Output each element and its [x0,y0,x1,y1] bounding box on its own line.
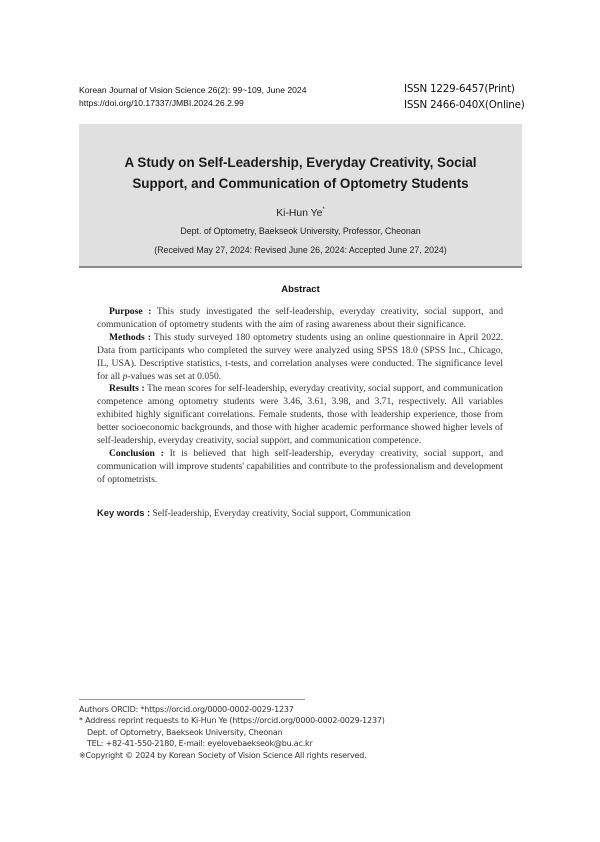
conclusion-text: It is believed that high self-leadership, everyday creativity, social support, and communication will improve students' capabilities and contribute to the professionalism and development of optometrists. [97,447,503,485]
title-line-2: Support, and Communication of Optometry Students [132,176,469,191]
footnote-reprint: * Address reprint requests to Ki-Hun Ye (https://orcid.org/0000-0002-0029-1237) [79,716,385,726]
keywords-label: Key words : [97,507,151,518]
author [79,207,522,219]
abstract-purpose [97,306,503,332]
paper-title [79,152,522,194]
abstract-results [97,383,503,448]
methods-p: p [122,370,128,382]
footnote-divider [79,699,305,700]
footnote-contact: TEL: +82-41-550-2180, E-mail: eyelovebaekseok@bu.ac.kr [87,739,313,749]
doi-link[interactable]: https://doi.org/10.17337/JMBI.2024.26.2.99 [79,98,244,108]
author-name: Ki-Hun Ye [276,208,323,219]
title-box [79,124,522,268]
results-label: Results : [109,383,145,395]
methods-label: Methods : [109,331,151,343]
abstract-heading: Abstract [281,284,320,295]
author-mark: * [322,207,325,213]
issn-block [404,82,525,113]
journal-name: Korean Journal of Vision Science 26(2): 99~109, June 2024 [79,85,307,95]
abstract-body [97,306,503,487]
purpose-text: This study investigated the self-leadership, everyday creativity, social support, and communication of optometry students with the aim of rasing awareness about their significance. [97,306,504,330]
abstract-methods [97,332,503,384]
footnote-copyright: ※Copyright © 2024 by Korean Society of Vision Science All rights reserved. [79,750,367,760]
keywords-value: Self-leadership, Everyday creativity, Social support, Communication [150,509,411,519]
received-dates: (Received May 27, 2024: Revised June 26, 2024: Accepted June 27, 2024) [154,245,447,255]
keywords [97,507,411,519]
issn-print: ISSN 1229-6457(Print) [404,83,515,95]
footnote-dept: Dept. of Optometry, Baekseok University, Cheonan [87,727,283,737]
purpose-label: Purpose : [109,306,152,317]
conclusion-label: Conclusion : [109,447,164,459]
abstract-conclusion [97,448,503,487]
title-line-1: A Study on Self-Leadership, Everyday Creativity, Social [124,155,477,170]
issn-online: ISSN 2466-040X(Online) [404,98,525,111]
footnote-orcid: Authors ORCID: *https://orcid.org/0000-0002-0029-1237 [79,705,294,714]
affiliation: Dept. of Optometry, Baekseok University, Professor, Cheonan [180,226,421,236]
footnotes [79,704,385,761]
journal-citation [79,84,307,110]
results-text: The mean scores for self-leadership, everyday creativity, social support, and communication competence among optometry students were 3.46, 3.61, 3.98, and 3.71, respectively. All variables exhibited highly significant correlations. Female students, those with leadership experience, those from better socioeconomic backgrounds, and those with higher academic performance showed higher levels of self-leadership, everyday creativity, social support, and communication competence. [97,383,503,447]
methods-tail: -values was set at 0.050. [127,370,222,382]
methods-text: This study surveyed 180 optometry students using an online questionnaire in April 2022. Data from participants who completed the survey were analyzed using SPSS 18.0 (SPSS Inc., Chicago, IL, USA). Descriptive statistics, t-tests, and correlation analyses were conducted. The significance level for all [97,331,503,382]
